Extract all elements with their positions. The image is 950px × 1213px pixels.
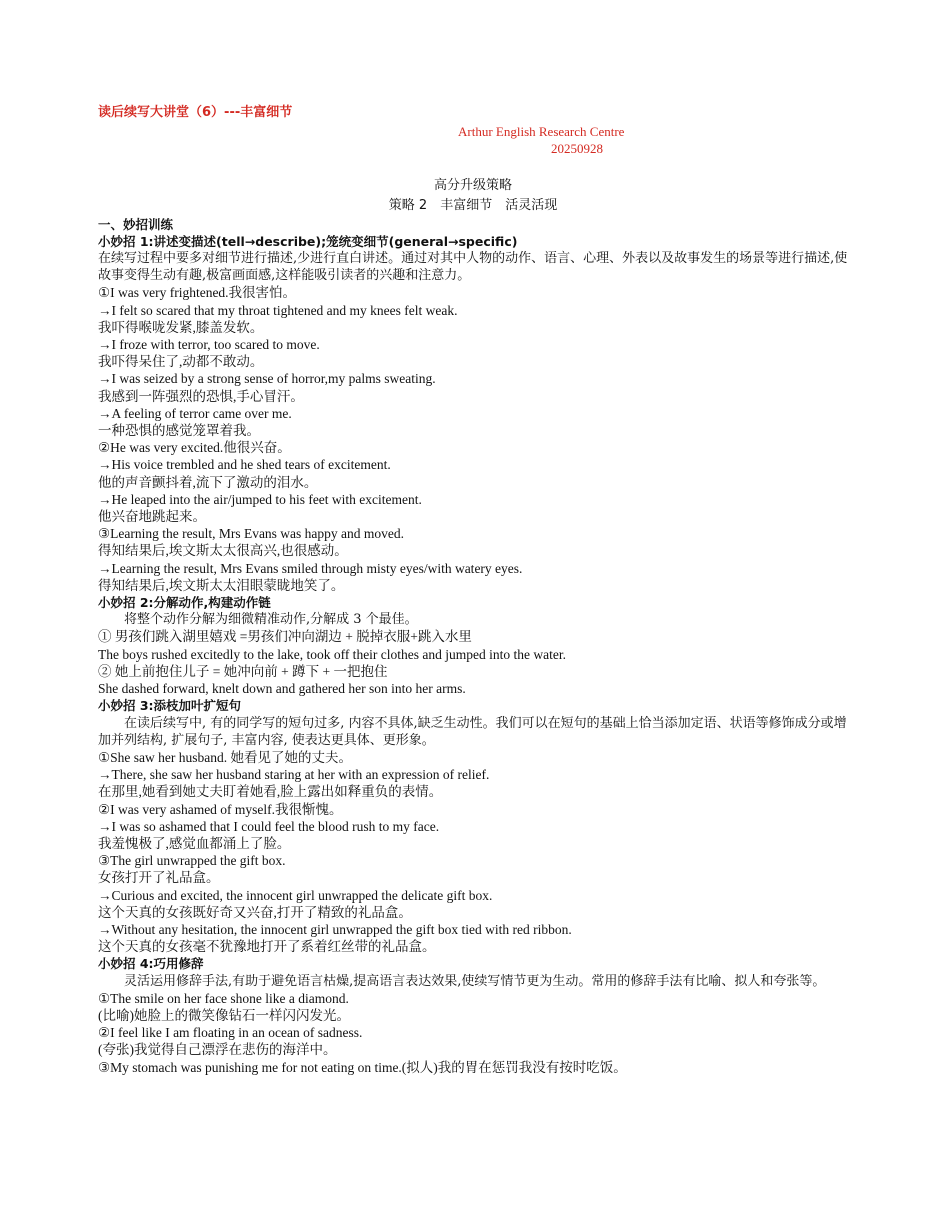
- section-heading: 一、妙招训练: [98, 216, 174, 232]
- example-line: →I was so ashamed that I could feel the blood rush to my face.: [98, 818, 440, 834]
- example-line: 我羞愧极了,感觉血都涌上了脸。: [98, 835, 291, 851]
- example-line: ③The girl unwrapped the gift box.: [98, 853, 286, 869]
- example-line: →I was seized by a strong sense of horror,my palms sweating.: [98, 371, 436, 387]
- tip-intro-3: 在读后续写中, 有的同学写的短句过多, 内容不具体,缺乏生动性。我们可以在短句的基础上恰当添加定语、状语等修饰成分或增加并列结构, 扩展句子, 丰富内容, 使表达更具体、更形象。: [98, 715, 847, 748]
- document-title: 读后续写大讲堂（6）---丰富细节: [98, 105, 293, 120]
- strategy-heading: 高分升级策略: [433, 177, 512, 193]
- tip-intro-2: 将整个动作分解为细微精准动作,分解成 3 个最佳。: [124, 612, 418, 628]
- example-line: ③My stomach was punishing me for not eating on time.(拟人)我的胃在惩罚我没有按时吃饭。: [98, 1059, 627, 1075]
- example-line: 这个天真的女孩毫不犹豫地打开了系着红丝带的礼品盒。: [98, 939, 436, 955]
- example-line: 这个天真的女孩既好奇又兴奋,打开了精致的礼品盒。: [98, 904, 412, 920]
- example-line: →I froze with terror, too scared to move.: [98, 337, 320, 353]
- example-line: →He leaped into the air/jumped to his feet with excitement.: [98, 491, 422, 507]
- example-line: 他兴奋地跳起来。: [98, 509, 206, 525]
- example-line: (比喻)她脸上的微笑像钻石一样闪闪发光。: [98, 1007, 350, 1023]
- example-line: 我感到一阵强烈的恐惧,手心冒汗。: [98, 388, 304, 404]
- tip-intro-4: 灵活运用修辞手法,有助于避免语言枯燥,提高语言表达效果,使续写情节更为生动。常用的修辞手法有比喻、拟人和夸张等。: [124, 973, 826, 989]
- example-line: 他的声音颤抖着,流下了激动的泪水。: [98, 474, 318, 490]
- example-line: →Learning the result, Mrs Evans smiled through misty eyes/with watery eyes.: [98, 560, 523, 576]
- example-line: ①She saw her husband. 她看见了她的丈夫。: [98, 749, 352, 765]
- example-line: →A feeling of terror came over me.: [98, 405, 292, 421]
- example-line: (夸张)我觉得自己漂浮在悲伤的海洋中。: [98, 1042, 337, 1058]
- example-line: →Without any hesitation, the innocent girl unwrapped the gift box tied with red ribbon.: [98, 921, 572, 937]
- example-line: 得知结果后,埃文斯太太泪眼蒙眬地笑了。: [98, 577, 345, 593]
- example-line: ① 男孩们跳入湖里嬉戏 =男孩们冲向湖边 + 脱掉衣服+跳入水里: [98, 629, 472, 645]
- example-line: 得知结果后,埃文斯太太很高兴,也很感动。: [98, 543, 348, 559]
- example-line: ①The smile on her face shone like a diamond.: [98, 990, 349, 1006]
- strategy-subheading: 策略 2 丰富细节 活灵活现: [388, 197, 558, 213]
- example-line: 一种恐惧的感觉笼罩着我。: [98, 423, 260, 439]
- spacer: [98, 158, 848, 176]
- example-line: 在那里,她看到她丈夫盯着她看,脸上露出如释重负的表情。: [98, 784, 443, 800]
- example-line: →His voice trembled and he shed tears of excitement.: [98, 457, 391, 473]
- example-line: ②He was very excited.他很兴奋。: [98, 440, 291, 456]
- example-line: →Curious and excited, the innocent girl unwrapped the delicate gift box.: [98, 887, 493, 903]
- example-line: →I felt so scared that my throat tightened and my knees felt weak.: [98, 302, 458, 318]
- example-line: ③Learning the result, Mrs Evans was happy and moved.: [98, 526, 405, 542]
- tip-heading-3: 小妙招 3:添枝加叶扩短句: [98, 698, 242, 714]
- example-line: →There, she saw her husband staring at her with an expression of relief.: [98, 767, 490, 783]
- example-line: ②I feel like I am floating in an ocean of sadness.: [98, 1025, 363, 1041]
- example-line: She dashed forward, knelt down and gathered her son into her arms.: [98, 681, 466, 697]
- document-date: 20250928: [551, 141, 603, 157]
- tip-heading-1: 小妙招 1:讲述变描述(tell→describe);笼统变细节(general→specific): [98, 233, 518, 249]
- example-line: 女孩打开了礼品盒。: [98, 870, 220, 886]
- example-line: 我吓得喉咙发紧,膝盖发软。: [98, 319, 264, 335]
- example-line: The boys rushed excitedly to the lake, took off their clothes and jumped into the water.: [98, 646, 567, 662]
- document-page: [98, 104, 848, 1076]
- tip-heading-4: 小妙招 4:巧用修辞: [98, 956, 204, 972]
- example-line: ①I was very frightened.我很害怕。: [98, 285, 297, 301]
- example-line: ②I was very ashamed of myself.我很惭愧。: [98, 801, 343, 817]
- example-line: 我吓得呆住了,动都不敢动。: [98, 354, 264, 370]
- organization-name: Arthur English Research Centre: [458, 124, 625, 140]
- tip-heading-2: 小妙招 2:分解动作,构建动作链: [98, 595, 271, 611]
- tips-container: [98, 233, 848, 1076]
- tip-intro-1: 在续写过程中要多对细节进行描述,少进行直白讲述。通过对其中人物的动作、语言、心理、外表以及故事发生的场景等进行描述,使故事变得生动有趣,极富画面感,这样能吸引读者的兴趣和注意力。: [98, 251, 848, 284]
- example-line: ② 她上前抱住儿子 = 她冲向前 + 蹲下 + 一把抱住: [98, 663, 388, 679]
